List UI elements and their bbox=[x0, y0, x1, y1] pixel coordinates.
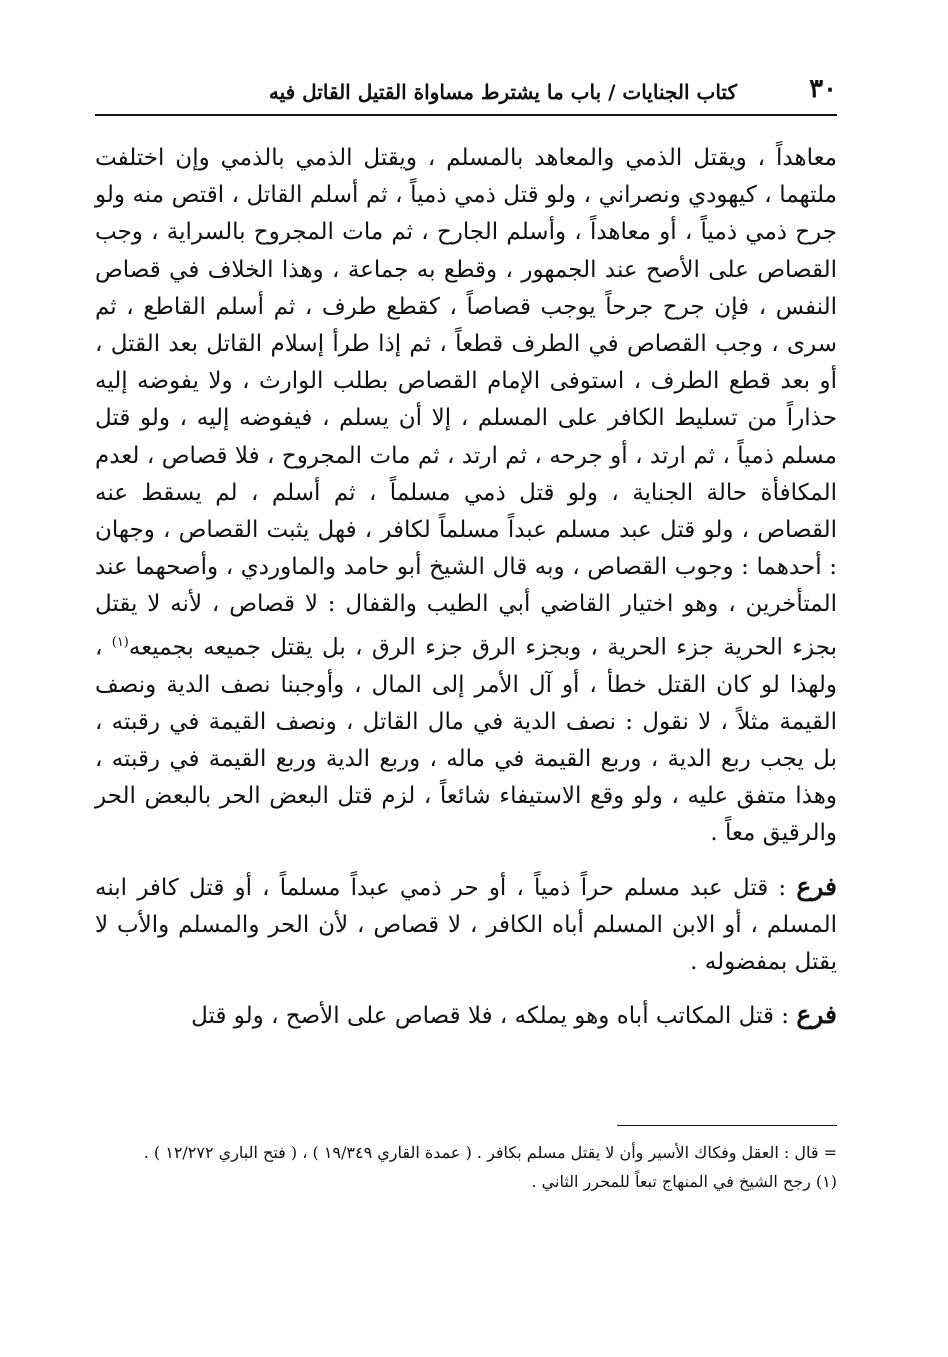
paragraph-text: معاهداً ، ويقتل الذمي والمعاهد بالمسلم ، ويقتل الذمي بالذمي وإن اختلفت ملتهما ، كيهودي ونصراني ، ولو قتل ذمي ذمياً ، ثم أسلم القاتل ، اقتص منه ولو جرح ذمي ذمياً ، أو معاهداً ، وأسلم الجارح ، ثم مات المجروح بالسراية ، وجب القصاص على الأصح عند الجمهور ، وقطع به جماعة ، وهذا الخلاف في قصاص النفس ، فإن جرح جرحاً يوجب قصاصاً ، كقطع طرف ، ثم أسلم القاطع ، ثم سرى ، وجب القصاص في الطرف قطعاً ، ثم إذا طرأ إسلام القاتل بعد القتل ، أو بعد قطع الطرف ، استوفى الإمام القصاص بطلب الوارث ، ولا يفوضه إليه حذاراً من تسليط الكافر على المسلم ، إلا أن يسلم ، فيفوضه إليه ، ولو قتل مسلم ذمياً ، ثم ارتد ، أو جرحه ، ثم ارتد ، ثم مات المجروح ، فلا قصاص ، لعدم المكافأة حالة الجناية ، ولو قتل ذمي مسلماً ، ثم أسلم ، لم يسقط عنه القصاص ، ولو قتل عبد مسلم عبداً مسلماً لكافر ، فهل يثبت القصاص ، وجهان : أحدهما : وجوب القصاص ، وبه قال الشيخ أبو حامد والماوردي ، وأصحهما عند المتأخرين ، وهو اختيار القاضي أبي الطيب والقفال : لا قصاص ، لأنه لا يقتل بجزء الحرية جزء الحرية ، وبجزء الرق جزء الرق ، بل يقتل جميعه بجميعه bbox=[95, 145, 838, 661]
footnote-continuation: = قال : العقل وفكاك الأسير وأن لا يقتل مسلم بكافر . ( عمدة القاري ١٩/٣٤٩ ) ، ( فتح الباري ١٢/٢٧٢ ) . bbox=[143, 1143, 837, 1162]
footnote-divider bbox=[617, 1125, 837, 1126]
branch-text: : قتل المكاتب أباه وهو يملكه ، فلا قصاص على الأصح ، ولو قتل bbox=[191, 1003, 797, 1030]
running-header bbox=[95, 70, 837, 116]
branch-text: : قتل عبد مسلم حراً ذمياً ، أو حر ذمي عبداً مسلماً ، أو قتل كافر ابنه المسلم ، أو الابن المسلم أباه الكافر ، لا قصاص ، لأن الحر والمسلم والأب لا يقتل بمفضوله . bbox=[95, 874, 837, 975]
branch-paragraph bbox=[95, 868, 837, 982]
footnote-reference[interactable]: (١) bbox=[111, 634, 129, 650]
paragraph bbox=[95, 140, 837, 853]
page-number: ٣٠ bbox=[809, 74, 837, 104]
paragraph-text-continued: ، ولهذا لو كان القتل خطأ ، أو آل الأمر إلى المال ، وأوجبنا نصف الدية ونصف القيمة مثلاً ، لا نقول : نصف الدية في مال القاتل ، ونصف القيمة في رقبته ، بل يجب ربع الدية ، وربع القيمة في ماله ، وربع الدية وربع القيمة في رقبته ، وهذا متفق عليه ، ولو وقع الاستيفاء شائعاً ، لزم قتل البعض الحر بالبعض الحر والرقيق معاً . bbox=[95, 634, 837, 847]
branch-label: فرع bbox=[796, 871, 837, 901]
branch-paragraph bbox=[95, 996, 837, 1035]
footnotes bbox=[95, 1125, 837, 1196]
main-text bbox=[95, 140, 837, 1035]
chapter-title: كتاب الجنايات / باب ما يشترط مساواة القتيل القاتل فيه bbox=[268, 80, 737, 104]
footnote-1: (١) رجح الشيخ في المنهاج تبعاً للمحرر الثاني . bbox=[531, 1172, 837, 1191]
branch-label: فرع bbox=[796, 1000, 837, 1030]
